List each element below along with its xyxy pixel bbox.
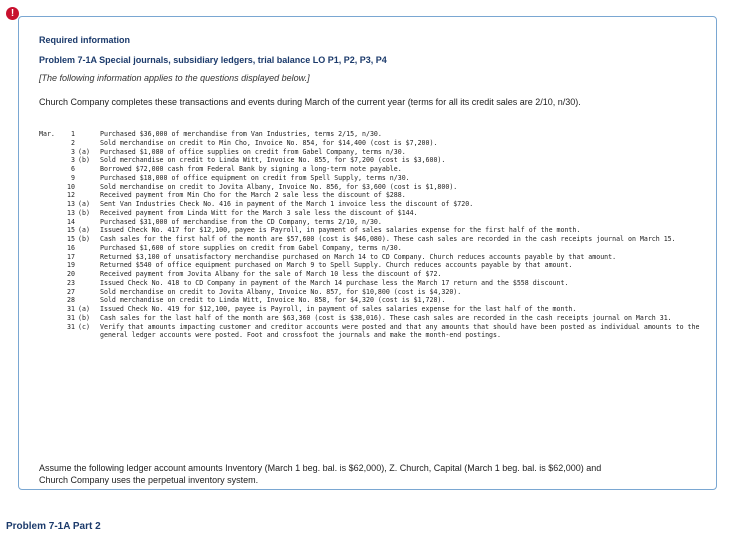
transaction-code (75, 244, 100, 253)
transaction-day: 14 (67, 217, 75, 226)
transaction-month (39, 253, 61, 262)
transaction-text: Sold merchandise on credit to Jovita Albany, Invoice No. 857, for $10,800 (cost is $4,320). (100, 287, 462, 296)
transaction-row (39, 218, 711, 227)
transaction-day: 23 (67, 278, 75, 287)
transaction-text: Cash sales for the last half of the month are $63,360 (cost is $38,016). These cash sales are recorded in the cash receipts journal on March 31. (100, 313, 672, 322)
transaction-month (39, 148, 61, 157)
transaction-month (39, 200, 61, 209)
transaction-month (39, 305, 61, 314)
transaction-row (39, 314, 711, 323)
transaction-row (39, 253, 711, 262)
transaction-text: Borrowed $72,000 cash from Federal Bank by signing a long-term note payable. (100, 165, 402, 173)
transaction-text: Purchased $1,600 of store supplies on credit from Gabel Company, terms n/30. (100, 243, 402, 252)
transaction-text: Purchased $18,000 of office equipment on credit from Spell Supply, terms n/30. (100, 173, 410, 182)
transaction-text: Sold merchandise on credit to Linda Witt, Invoice No. 858, for $4,320 (cost is $1,728). (100, 296, 446, 305)
transaction-code (75, 279, 100, 288)
transaction-row (39, 296, 711, 305)
transaction-row (39, 279, 711, 288)
transaction-code (75, 270, 100, 279)
transaction-code: (b) (78, 313, 90, 322)
transaction-row (39, 130, 711, 139)
transaction-month (39, 279, 61, 288)
transaction-day: 3 (71, 156, 75, 165)
transaction-month (39, 323, 61, 341)
transaction-day: 1 (71, 130, 75, 138)
transaction-code: (a) (78, 305, 90, 313)
transaction-row (39, 305, 711, 314)
transaction-month (39, 261, 61, 270)
transaction-row (39, 139, 711, 148)
transaction-text: Verify that amounts impacting customer and creditor accounts were posted and that any amounts that should have been posted as individual amounts to the general ledger accounts were posted. Foot and crossfoot the journals and make the month-end postings. (100, 322, 700, 340)
transaction-row (39, 174, 711, 183)
transaction-day: 31 (67, 313, 75, 322)
transaction-day: 20 (67, 270, 75, 278)
transaction-code (75, 261, 100, 270)
alert-icon: ! (6, 7, 19, 20)
transaction-day: 9 (71, 173, 75, 182)
transaction-code (75, 165, 100, 174)
part-title: Problem 7-1A Part 2 (6, 521, 101, 532)
transaction-code (75, 218, 100, 227)
problem-title: Problem 7-1A Special journals, subsidiary ledgers, trial balance LO P1, P2, P3, P4 (39, 55, 387, 65)
transaction-month (39, 209, 61, 218)
transaction-code (75, 191, 100, 200)
applies-note: [The following information applies to the questions displayed below.] (39, 73, 310, 83)
transaction-day: 3 (71, 147, 75, 156)
assumption-paragraph: Assume the following ledger account amounts Inventory (March 1 beg. bal. is $62,000), Z. Church, Capital (March 1 beg. bal. is $62,000) and Church Company uses the perpetual inventory system. (39, 463, 602, 485)
transaction-text: Purchased $36,000 of merchandise from Van Industries, terms 2/15, n/30. (100, 130, 382, 138)
transaction-day: 2 (71, 138, 75, 147)
transaction-day: 17 (67, 252, 75, 261)
transaction-text: Received payment from Jovita Albany for the sale of March 10 less the discount of $72. (100, 270, 442, 278)
transaction-row (39, 226, 711, 235)
transaction-month (39, 191, 61, 200)
transaction-row (39, 148, 711, 157)
transaction-month (39, 314, 61, 323)
required-information-heading: Required information (39, 35, 131, 45)
transaction-code (75, 253, 100, 262)
transaction-month (39, 139, 61, 148)
transaction-code: (b) (78, 235, 90, 243)
transaction-day: 31 (67, 322, 75, 331)
transaction-row (39, 235, 711, 244)
transaction-text: Purchased $1,080 of office supplies on credit from Gabel Company, terms n/30. (100, 147, 406, 156)
transaction-text: Issued Check No. 418 to CD Company in payment of the March 14 purchase less the March 17 return and the $558 discount. (100, 278, 569, 287)
transaction-text: Issued Check No. 419 for $12,100, payee is Payroll, in payment of sales salaries expense for the last half of the month. (100, 305, 577, 313)
transaction-code (75, 174, 100, 183)
transaction-text: Returned $540 of office equipment purchased on March 9 to Spell Supply. Church reduces accounts payable by that amount. (100, 261, 573, 270)
transaction-month (39, 174, 61, 183)
transaction-text: Purchased $31,000 of merchandise from the CD Company, terms 2/10, n/30. (100, 217, 382, 226)
transaction-row (39, 191, 711, 200)
transaction-code (75, 288, 100, 297)
transaction-day: 15 (67, 235, 75, 243)
transaction-text: Received payment from Min Cho for the March 2 sale less the discount of $288. (100, 191, 406, 200)
transaction-row (39, 156, 711, 165)
transaction-day: 19 (67, 261, 75, 270)
transaction-text: Received payment from Linda Witt for the March 3 sale less the discount of $144. (100, 208, 418, 217)
transaction-day: 13 (67, 200, 75, 208)
transaction-code: (a) (78, 200, 90, 208)
transaction-month (39, 226, 61, 235)
transaction-row (39, 209, 711, 218)
transaction-code (75, 139, 100, 148)
transaction-code: (b) (78, 156, 90, 165)
transaction-day: 6 (71, 165, 75, 173)
transaction-row (39, 244, 711, 253)
transaction-text: Sold merchandise on credit to Jovita Albany, Invoice No. 856, for $3,600 (cost is $1,800). (100, 182, 458, 191)
transaction-row (39, 200, 711, 209)
transaction-month (39, 288, 61, 297)
transaction-code (75, 183, 100, 192)
transaction-day: 31 (67, 305, 75, 313)
transactions-list (39, 130, 711, 340)
transaction-text: Sold merchandise on credit to Linda Witt, Invoice No. 855, for $7,200 (cost is $3,600). (100, 156, 446, 165)
transaction-day: 12 (67, 191, 75, 200)
transaction-row (39, 165, 711, 174)
transaction-code: (a) (78, 226, 90, 235)
transaction-month: Mar. (39, 130, 55, 138)
transaction-day: 15 (67, 226, 75, 235)
transaction-row (39, 183, 711, 192)
transaction-day: 10 (67, 182, 75, 191)
transaction-row (39, 261, 711, 270)
transaction-code: (a) (78, 147, 90, 156)
transaction-month (39, 165, 61, 174)
transaction-month (39, 156, 61, 165)
transaction-row (39, 323, 711, 341)
question-card (18, 16, 717, 490)
transaction-text: Cash sales for the first half of the month are $57,600 (cost is $46,080). These cash sales are recorded in the cash receipts journal on March 15. (100, 235, 676, 243)
transaction-day: 16 (67, 243, 75, 252)
transaction-month (39, 296, 61, 305)
transaction-code: (b) (78, 208, 90, 217)
transaction-month (39, 270, 61, 279)
transaction-text: Issued Check No. 417 for $12,100, payee is Payroll, in payment of sales salaries expense for the first half of the month. (100, 226, 581, 235)
transaction-code (75, 296, 100, 305)
transaction-code (75, 130, 100, 139)
transaction-text: Sold merchandise on credit to Min Cho, Invoice No. 854, for $14,400 (cost is $7,200). (100, 138, 438, 147)
transaction-month (39, 244, 61, 253)
transaction-month (39, 218, 61, 227)
transaction-row (39, 288, 711, 297)
transaction-day: 27 (67, 287, 75, 296)
intro-paragraph: Church Company completes these transactions and events during March of the current year (terms for all its credit sales are 2/10, n/30). (39, 97, 581, 107)
transaction-code: (c) (78, 322, 90, 331)
transaction-month (39, 183, 61, 192)
transaction-day: 13 (67, 208, 75, 217)
transaction-day: 28 (67, 296, 75, 305)
transaction-text: Returned $3,100 of unsatisfactory merchandise purchased on March 14 to CD Company. Church reduces accounts payable by that amount. (100, 252, 617, 261)
transaction-text: Sent Van Industries Check No. 416 in payment of the March 1 invoice less the discount of $720. (100, 200, 474, 208)
transaction-row (39, 270, 711, 279)
transaction-month (39, 235, 61, 244)
